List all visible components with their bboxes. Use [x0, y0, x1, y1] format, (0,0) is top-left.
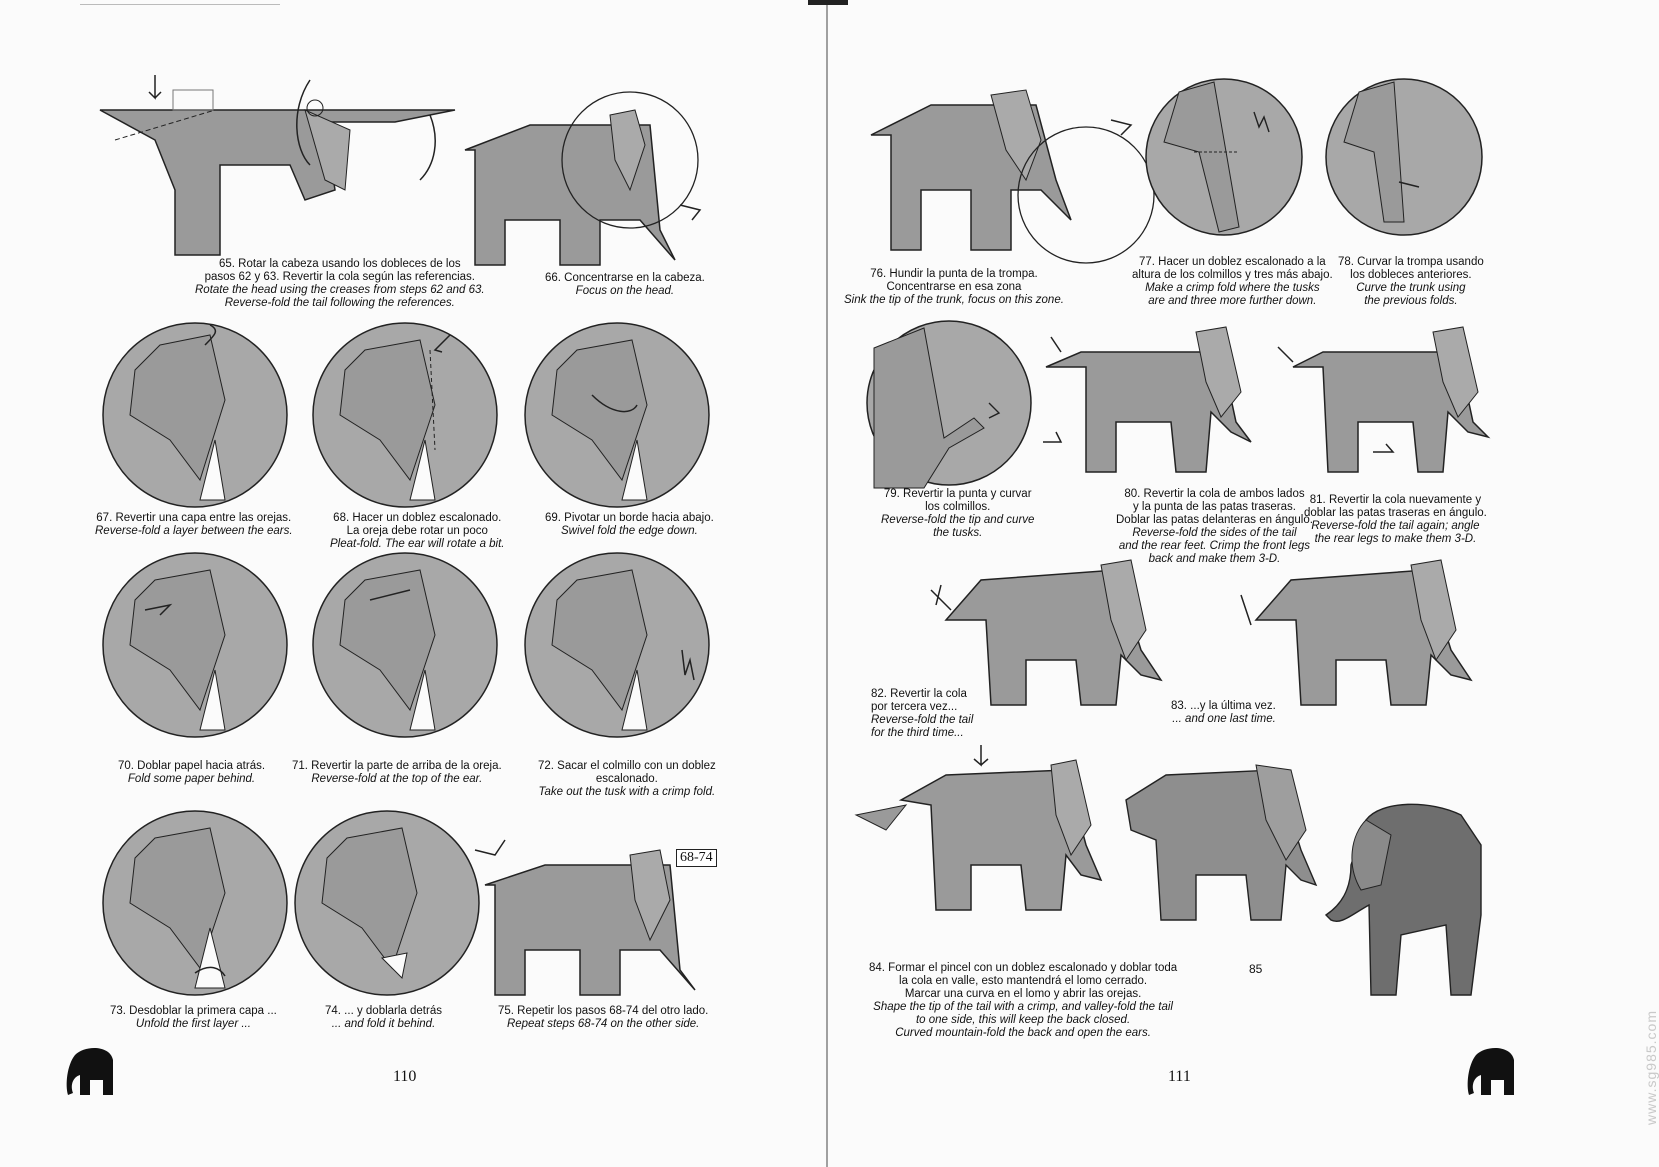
step-73-caption: 73. Desdoblar la primera capa ... Unfold the first layer ... [110, 1005, 277, 1030]
step-66-diagram [460, 80, 720, 270]
step-84-finished-model [1321, 795, 1491, 1000]
step-67-diagram [100, 320, 290, 510]
step-81-caption: 81. Revertir la cola nuevamente y doblar las patas traseras en ángulo. Reverse-fold the tail again; angle the rear legs to make them 3-D. [1304, 494, 1487, 545]
step-75-caption: 75. Repetir los pasos 68-74 del otro lado. Repeat steps 68-74 on the other side. [498, 1005, 709, 1030]
step-82-caption: 82. Revertir la cola por tercera vez... Reverse-fold the tail for the third time... [871, 688, 974, 739]
page-number-left: 110 [393, 1068, 417, 1085]
right-page [826, 0, 1653, 1167]
step-65-caption: 65. Rotar la cabeza usando los dobleces de los pasos 62 y 63. Revertir la cola según las referencias. Rotate the head using the creases from steps 62 and 63. Reverse-fold the tail following the references. [195, 258, 485, 309]
step-71-diagram [310, 550, 500, 740]
step-83-caption: 83. ...y la última vez. ... and one last time. [1171, 700, 1276, 725]
step-84-diagram [856, 745, 1106, 915]
step-76-diagram [866, 80, 1156, 260]
step-72-diagram [522, 550, 712, 740]
left-page [0, 0, 826, 1167]
step-67-caption: 67. Revertir una capa entre las orejas. Reverse-fold a layer between the ears. [95, 512, 293, 537]
step-83-diagram [1231, 560, 1491, 710]
step-77-diagram [1144, 72, 1304, 242]
step-68-diagram [310, 320, 500, 510]
step-78-diagram [1324, 72, 1484, 242]
step-80-caption: 80. Revertir la cola de ambos lados y la punta de las patas traseras. Doblar las patas delanteras en ángulo. Reverse-fold the sides of the tail and the rear feet. Crimp the front legs back and make them 3-D. [1116, 488, 1313, 565]
step-78-caption: 78. Curvar la trompa usando los dobleces anteriores. Curve the trunk using the previous folds. [1338, 256, 1484, 307]
step-70-caption: 70. Doblar papel hacia atrás. Fold some paper behind. [118, 760, 266, 785]
step-76-caption: 76. Hundir la punta de la trompa. Concentrarse en esa zona Sink the tip of the trunk, focus on this zone. [844, 268, 1064, 306]
step-74-diagram [292, 808, 482, 998]
step-79-diagram [864, 318, 1034, 488]
step-77-caption: 77. Hacer un doblez escalonado a la altura de los colmillos y tres más abajo. Make a crimp fold where the tusks are and three more further down. [1132, 256, 1333, 307]
step-69-caption: 69. Pivotar un borde hacia abajo. Swivel fold the edge down. [545, 512, 714, 537]
step-72-caption: 72. Sacar el colmillo con un doblez escalonado. Take out the tusk with a crimp fold. [538, 760, 716, 798]
step-66-caption: 66. Concentrarse en la cabeza. Focus on the head. [545, 272, 705, 297]
step-84-model-side-view [1116, 760, 1326, 925]
step-71-caption: 71. Revertir la parte de arriba de la oreja. Reverse-fold at the top of the ear. [292, 760, 502, 785]
watermark: www.sg985.com [1643, 1010, 1659, 1125]
step-73-diagram [100, 808, 290, 998]
elephant-silhouette-icon [65, 1045, 115, 1100]
step-74-caption: 74. ... y doblarla detrás ... and fold it behind. [325, 1005, 442, 1030]
step-80-diagram [1041, 322, 1291, 482]
step-79-caption: 79. Revertir la punta y curvar los colmillos. Reverse-fold the tip and curve the tusks. [881, 488, 1035, 539]
elephant-silhouette-icon [1466, 1045, 1516, 1100]
page-number-right: 111 [1168, 1068, 1191, 1085]
step-69-diagram [522, 320, 712, 510]
step-70-diagram [100, 550, 290, 740]
step-81-diagram [1268, 322, 1498, 482]
step-85-label: 85 [1249, 962, 1263, 976]
step-65-diagram [95, 70, 475, 260]
step-84-caption: 84. Formar el pincel con un doblez escalonado y doblar toda la cola en valle, esto mantendrá el lomo cerrado. Marcar una curva en el lomo y abrir las orejas. Shape the tip of the tail with a crimp, and valley-fold the tail to one side, this will keep the back closed. Curved mountain-fold the back and open the ears. [869, 962, 1178, 1039]
repeat-reference-box: 68-74 [676, 849, 717, 867]
step-68-caption: 68. Hacer un doblez escalonado. La oreja debe rotar un poco Pleat-fold. The ear will rotate a bit. [330, 512, 505, 550]
